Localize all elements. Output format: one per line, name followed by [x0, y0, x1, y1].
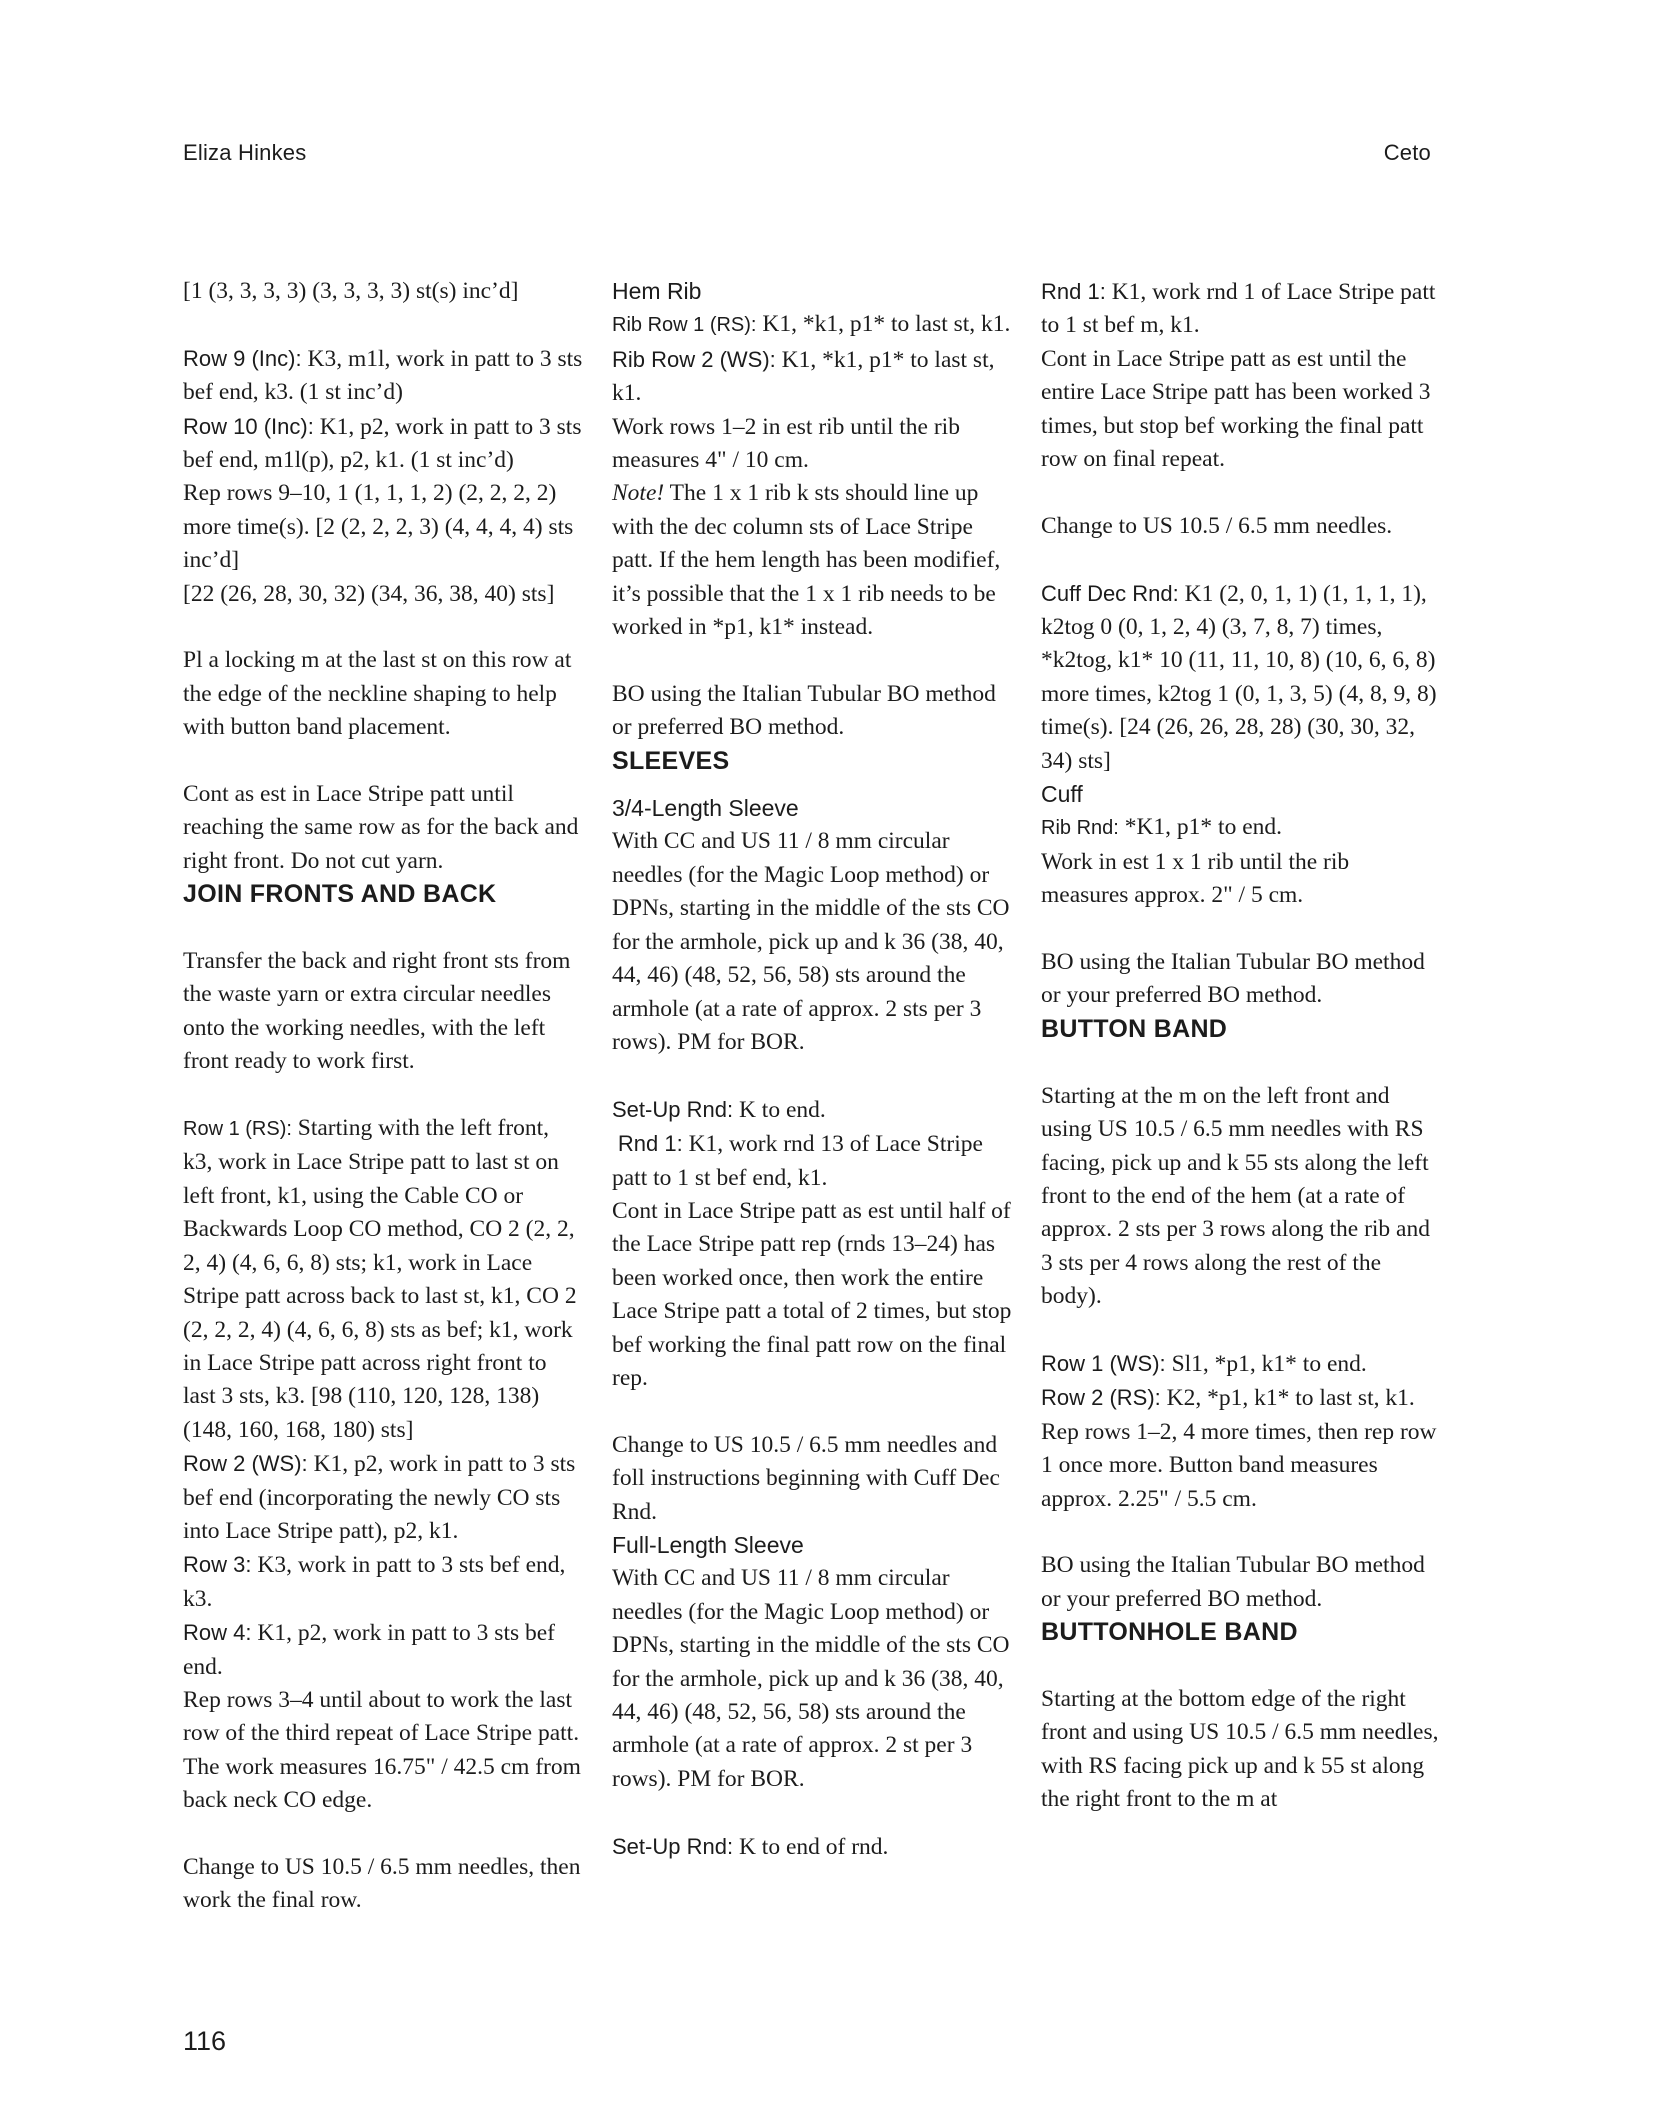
rib-row-1-label: Rib Row 1 (RS): [612, 314, 757, 337]
subheading-three-quarter-sleeve: 3/4-Length Sleeve [612, 795, 799, 822]
setup-round-full-text: K to end of rnd. [733, 1833, 889, 1860]
cuff-dec-round [1041, 577, 1441, 778]
join-row-4 [183, 1616, 583, 1684]
running-head-title: Ceto [1383, 140, 1431, 165]
join-row-3-text: K3, work in patt to 3 sts bef end, k3. [183, 1552, 566, 1612]
rib-row-2 [612, 343, 1012, 411]
button-band-row-1 [1041, 1347, 1441, 1381]
round-1-label: Rnd 1: [617, 1131, 683, 1157]
section-heading-sleeves: SLEEVES [612, 746, 730, 775]
section-heading-button-band: BUTTON BAND [1041, 1014, 1228, 1043]
repeat-instruction: Rep rows 9–10, 1 (1, 1, 1, 2) (2, 2, 2, 2) more time(s). [2 (2, 2, 2, 3) (4, 4, 4, 4) sts inc’d] [183, 480, 574, 574]
button-band-row-2 [1041, 1381, 1441, 1415]
join-row-2-label: Row 2 (WS): [183, 1451, 308, 1477]
join-row-2 [183, 1447, 583, 1548]
locking-marker-note: Pl a locking m at the last st on this row at the edge of the neckline shaping to help with button band placement. [183, 647, 572, 741]
three-quarter-sleeve-text: With CC and US 11 / 8 mm circular needles (for the Magic Loop method) or DPNs, starting in the middle of the sts CO for the armhole, pick up and k 36 (38, 40, 44, 46) (48, 52, 56, 58) sts around the armhole (at a rate of approx. 2 sts per 3 rows). PM for BOR. [612, 828, 1010, 1055]
rib-note [612, 477, 1012, 644]
needle-change-instruction: Change to US 10.5 / 6.5 mm needles, then work the final row. [183, 1854, 581, 1914]
continue-lace-stripe: Cont in Lace Stripe patt as est until half of the Lace Stripe patt rep (rnds 13–24) has been worked once, then work the entire Lace Stripe patt a total of 2 times, but stop bef working the final patt row on the final rep. [612, 1197, 1012, 1391]
button-band-row-2-label: Row 2 (RS): [1041, 1385, 1161, 1411]
round-1-text: K1, work rnd 13 of Lace Stripe patt to 1 st bef end, k1. [612, 1131, 983, 1191]
note-label: Note! [612, 480, 665, 507]
join-row-3 [183, 1548, 583, 1616]
full-length-sleeve-text: With CC and US 11 / 8 mm circular needles (for the Magic Loop method) or DPNs, starting in the middle of the sts CO for the armhole, pick up and k 36 (38, 40, 44, 46) (48, 52, 56, 58) sts around the armhole (at a rate of approx. 2 st per 3 rows). PM for BOR. [612, 1565, 1010, 1792]
row-10-text: K1, p2, work in patt to 3 sts bef end, m1l(p), p2, k1. (1 st inc’d) [183, 413, 582, 474]
join-row-1-label: Row 1 (RS): [183, 1118, 292, 1141]
needle-change-instruction: Change to US 10.5 / 6.5 mm needles. [1041, 512, 1393, 539]
bind-off-instruction: BO using the Italian Tubular BO method or preferred BO method. [612, 680, 996, 741]
row-9-label: Row 9 (Inc): [183, 345, 302, 371]
running-head-author: Eliza Hinkes [183, 140, 307, 165]
button-band-row-2-text: K2, *p1, k1* to last st, k1. [1160, 1385, 1415, 1412]
repeat-rows-3-4: Rep rows 3–4 until about to work the last row of the third repeat of Lace Stripe patt. The work measures 16.75" / 42.5 cm from back neck CO edge. [183, 1686, 581, 1814]
join-row-1-text: Starting with the left front, k3, work in Lace Stripe patt to last st on left front, k1, using the Cable CO or Backwards Loop CO method, CO 2 (2, 2, 2, 4) (4, 6, 6, 8) sts; k1, work in Lace Stripe patt across back to last st, k1, CO 2 (2, 2, 2, 4) (4, 6, 6, 8) sts as bef; k1, work in Lace Stripe patt across right front to last 3 sts, k3. [98 (110, 120, 128, 138) (148, 160, 168, 180) sts] [183, 1115, 577, 1443]
button-band-repeat: Rep rows 1–2, 4 more times, then rep row 1 once more. Button band measures approx. 2.25" / 5.5 cm. [1041, 1418, 1437, 1512]
setup-round-label: Set-Up Rnd: [612, 1096, 734, 1122]
rib-work-instruction: Work rows 1–2 in est rib until the rib measures 4" / 10 cm. [612, 413, 960, 474]
round-1-instruction [1041, 275, 1441, 343]
join-row-2-text: K1, p2, work in patt to 3 sts bef end (incorporating the newly CO sts into Lace Stripe patt), p2, k1. [183, 1451, 576, 1544]
setup-round [612, 1093, 1012, 1127]
rib-row-2-label: Rib Row 2 (WS): [612, 346, 776, 372]
row-10-instruction [183, 410, 583, 478]
cuff-dec-text: K1 (2, 0, 1, 1) (1, 1, 1, 1), k2tog 0 (0, 1, 2, 4) (3, 7, 8, 7) times, *k2tog, k1* 10 (11, 11, 10, 8) (10, 6, 6, 8) more times, k2tog 1 (0, 1, 3, 5) (4, 8, 9, 8) time(s). [24 (26, 26, 28, 28) (30, 30, 32, 34) sts] [1041, 580, 1437, 774]
join-row-1 [183, 1112, 583, 1447]
row-9-text: K3, m1l, work in patt to 3 sts bef end, k3. (1 st inc’d) [183, 345, 583, 406]
needle-change-instruction: Change to US 10.5 / 6.5 mm needles and foll instructions beginning with Cuff Dec Rnd. [612, 1431, 1000, 1525]
stitch-total: [22 (26, 28, 30, 32) (34, 36, 38, 40) sts] [183, 580, 555, 607]
inc-summary: [1 (3, 3, 3, 3) (3, 3, 3, 3) st(s) inc’d] [183, 278, 519, 304]
continue-instruction: Cont as est in Lace Stripe patt until reaching the same row as for the back and right front. Do not cut yarn. [183, 781, 579, 874]
rib-row-1-text: K1, *k1, p1* to last st, k1. [756, 311, 1011, 338]
note-text: The 1 x 1 rib k sts should line up with the dec column sts of Lace Stripe patt. If the hem length has been modifief, it’s possible that the 1 x 1 rib needs to be worked in *p1, k1* instead. [612, 480, 1001, 641]
rib-round [1041, 811, 1441, 845]
row-9-instruction [183, 342, 583, 410]
setup-round-full [612, 1830, 1012, 1864]
join-row-3-label: Row 3: [183, 1552, 252, 1578]
subheading-hem-rib: Hem Rib [612, 278, 702, 304]
column-3 [1041, 275, 1441, 1817]
subheading-full-length-sleeve: Full-Length Sleeve [612, 1531, 804, 1558]
page-number: 116 [183, 2026, 227, 2056]
cuff-rib-instruction: Work in est 1 x 1 rib until the rib measures approx. 2" / 5 cm. [1041, 848, 1350, 909]
join-row-4-text: K1, p2, work in patt to 3 sts bef end. [183, 1620, 555, 1680]
rib-row-2-text: K1, *k1, p1* to last st, k1. [612, 346, 995, 407]
bind-off-instruction: BO using the Italian Tubular BO method or your preferred BO method. [1041, 949, 1425, 1009]
setup-round-full-label: Set-Up Rnd: [612, 1833, 734, 1859]
setup-round-text: K to end. [733, 1096, 826, 1123]
button-band-pickup: Starting at the m on the left front and using US 10.5 / 6.5 mm needles with RS facing, pick up and k 55 sts along the left front to the end of the hem (at a rate of approx. 2 sts per 3 rows along the rib and 3 sts per 4 rows along the rest of the body). [1041, 1082, 1430, 1310]
transfer-instruction: Transfer the back and right front sts from the waste yarn or extra circular needles onto the working needles, with the left front ready to work first. [183, 948, 571, 1075]
continue-lace-stripe: Cont in Lace Stripe patt as est until the entire Lace Stripe patt has been worked 3 times, but stop bef working the final patt row on final repeat. [1041, 345, 1431, 473]
round-1-instruction [612, 1127, 1012, 1195]
cuff-dec-label: Cuff Dec Rnd: [1041, 580, 1179, 606]
buttonhole-band-pickup: Starting at the bottom edge of the right front and using US 10.5 / 6.5 mm needles, with RS facing pick up and k 55 st along the right front to the m at [1041, 1685, 1439, 1813]
button-band-row-1-label: Row 1 (WS): [1041, 1350, 1166, 1376]
join-row-4-label: Row 4: [183, 1620, 252, 1646]
rib-row-1 [612, 308, 1012, 342]
column-1 [183, 275, 583, 1918]
round-1-label: Rnd 1: [1041, 279, 1106, 304]
subheading-cuff: Cuff [1041, 781, 1083, 808]
bind-off-instruction-2: BO using the Italian Tubular BO method or your preferred BO method. [1041, 1552, 1425, 1612]
row-10-label: Row 10 (Inc): [183, 413, 314, 439]
round-1-text: K1, work rnd 1 of Lace Stripe patt to 1 st bef m, k1. [1041, 279, 1436, 339]
rib-round-text: *K1, p1* to end. [1118, 814, 1282, 841]
column-2 [612, 275, 1012, 1864]
section-heading-buttonhole-band: BUTTONHOLE BAND [1041, 1618, 1298, 1647]
rib-round-label: Rib Rnd: [1041, 817, 1119, 840]
button-band-row-1-text: Sl1, *p1, k1* to end. [1165, 1350, 1367, 1377]
section-heading-join: JOIN FRONTS AND BACK [183, 880, 497, 909]
